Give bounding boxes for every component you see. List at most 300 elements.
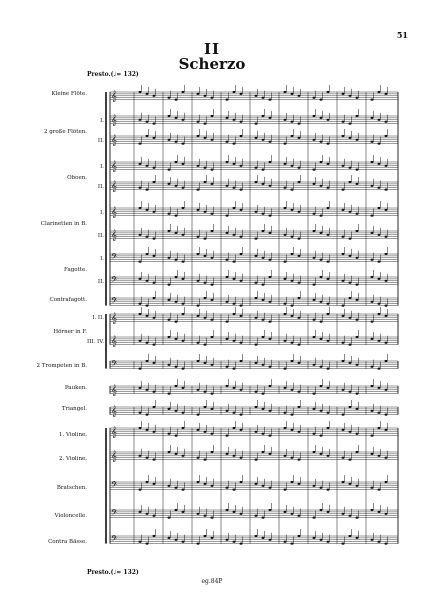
note-head (139, 541, 142, 543)
note-head (320, 301, 323, 303)
note-head (255, 123, 258, 125)
note-head (175, 185, 178, 187)
note-head (320, 99, 323, 101)
note-head (204, 535, 207, 537)
note-head (291, 165, 294, 167)
note-head (349, 535, 352, 537)
note-head (262, 319, 265, 321)
note-head (168, 364, 171, 366)
note-head (291, 315, 294, 317)
note-head (139, 234, 142, 236)
note-head (197, 93, 200, 95)
note-head (313, 408, 316, 410)
note-head (211, 537, 214, 539)
note-head (371, 509, 374, 511)
note-head (262, 299, 265, 301)
note-head (327, 489, 330, 491)
note-head (378, 313, 381, 315)
note-head (153, 535, 156, 537)
note-head (385, 457, 388, 459)
note-head (356, 139, 359, 141)
note-head (146, 236, 149, 238)
note-head (349, 391, 352, 393)
note-head (153, 123, 156, 125)
note-head (349, 515, 352, 517)
note-head (298, 459, 301, 461)
note-head (146, 209, 149, 211)
note-head (342, 360, 345, 362)
note-head (146, 93, 149, 95)
note-head (168, 433, 171, 435)
note-head (233, 427, 236, 429)
note-head (320, 509, 323, 511)
note-head (226, 539, 229, 541)
note-head (262, 97, 265, 99)
note-head (211, 336, 214, 338)
note-head (284, 489, 287, 491)
note-head (385, 315, 388, 317)
note-head (320, 435, 323, 437)
note-head (298, 181, 301, 183)
note-head (146, 189, 149, 191)
note-head (197, 457, 200, 459)
note-head (175, 410, 178, 412)
note-head (233, 340, 236, 342)
note-head (139, 207, 142, 209)
clef-icon: 𝄢 (111, 535, 118, 547)
part-number: II. (97, 138, 104, 144)
note-head (233, 207, 236, 209)
part-number: I. (100, 210, 104, 216)
note-head (298, 515, 301, 517)
note-head (168, 139, 171, 141)
note-head (284, 143, 287, 145)
note-head (175, 301, 178, 303)
note-head (168, 284, 171, 286)
note-head (269, 435, 272, 437)
note-head (269, 487, 272, 489)
note-head (342, 481, 345, 483)
note-head (356, 115, 359, 117)
note-head (226, 232, 229, 234)
note-head (320, 321, 323, 323)
note-head (197, 429, 200, 431)
note-head (378, 387, 381, 389)
note-head (146, 414, 149, 416)
movement-number: II (203, 40, 221, 58)
note-head (262, 115, 265, 117)
note-head (284, 368, 287, 370)
note-head (182, 541, 185, 543)
note-head (284, 119, 287, 121)
note-head (291, 481, 294, 483)
note-head (153, 317, 156, 319)
note-head (240, 209, 243, 211)
note-head (175, 453, 178, 455)
note-head (255, 211, 258, 213)
note-head (153, 297, 156, 299)
note-head (262, 139, 265, 141)
note-head (371, 366, 374, 368)
note-head (175, 366, 178, 368)
staff (110, 297, 398, 309)
note-head (349, 459, 352, 461)
note-head (320, 276, 323, 278)
note-head (385, 280, 388, 282)
note-head (240, 253, 243, 255)
note-head (153, 137, 156, 139)
note-head (139, 455, 142, 457)
note-head (197, 165, 200, 167)
note-head (342, 253, 345, 255)
note-head (197, 121, 200, 123)
note-head (153, 238, 156, 240)
note-head (182, 91, 185, 93)
clef-icon: 𝄞 (111, 181, 117, 193)
note-head (349, 344, 352, 346)
note-head (153, 167, 156, 169)
note-head (211, 115, 214, 117)
note-head (233, 368, 236, 370)
note-head (197, 543, 200, 545)
note-head (168, 230, 171, 232)
note-head (356, 517, 359, 519)
label-trompeten: 2 Trompeten in B. (36, 363, 87, 369)
note-head (240, 414, 243, 416)
note-head (233, 234, 236, 236)
note-head (226, 338, 229, 340)
note-head (204, 391, 207, 393)
note-head (327, 143, 330, 145)
note-head (182, 234, 185, 236)
note-head (153, 431, 156, 433)
note-head (168, 183, 171, 185)
note-head (226, 385, 229, 387)
note-head (385, 543, 388, 545)
note-head (371, 487, 374, 489)
note-head (211, 257, 214, 259)
note-head (298, 211, 301, 213)
note-head (349, 211, 352, 213)
note-head (197, 315, 200, 317)
note-head (385, 93, 388, 95)
note-head (182, 163, 185, 165)
note-head (226, 215, 229, 217)
note-head (262, 408, 265, 410)
note-head (284, 234, 287, 236)
note-head (153, 459, 156, 461)
note-head (313, 139, 316, 141)
note-head (327, 541, 330, 543)
note-head (342, 414, 345, 416)
note-head (291, 93, 294, 95)
note-head (269, 301, 272, 303)
note-head (313, 319, 316, 321)
note-head (182, 261, 185, 263)
clef-icon: 𝄞 (111, 427, 117, 439)
note-head (255, 344, 258, 346)
note-head (291, 543, 294, 545)
note-head (378, 143, 381, 145)
note-head (204, 123, 207, 125)
note-head (226, 161, 229, 163)
note-head (168, 169, 171, 171)
note-head (240, 481, 243, 483)
note-head (371, 232, 374, 234)
note-head (356, 537, 359, 539)
note-head (211, 139, 214, 141)
label-fagotte: Fagotte. (64, 267, 87, 273)
note-head (182, 427, 185, 429)
note-head (204, 406, 207, 408)
note-head (139, 340, 142, 342)
note-head (262, 537, 265, 539)
note-head (168, 537, 171, 539)
note-head (146, 389, 149, 391)
note-head (211, 230, 214, 232)
note-head (385, 481, 388, 483)
staff (110, 336, 398, 348)
note-head (139, 427, 142, 429)
note-head (269, 539, 272, 541)
note-head (153, 391, 156, 393)
note-head (182, 187, 185, 189)
note-head (139, 261, 142, 263)
clef-icon: 𝄞 (111, 91, 117, 103)
note-head (175, 99, 178, 101)
note-head (284, 278, 287, 280)
note-head (175, 509, 178, 511)
note-head (327, 368, 330, 370)
note-head (320, 410, 323, 412)
note-head (378, 187, 381, 189)
note-head (255, 362, 258, 364)
note-head (175, 117, 178, 119)
note-head (313, 97, 316, 99)
note-head (262, 183, 265, 185)
note-head (204, 431, 207, 433)
note-head (146, 165, 149, 167)
note-head (175, 338, 178, 340)
note-head (284, 303, 287, 305)
note-head (356, 213, 359, 215)
note-head (240, 360, 243, 362)
note-head (291, 280, 294, 282)
note-head (291, 360, 294, 362)
note-head (284, 427, 287, 429)
note-head (226, 141, 229, 143)
note-head (320, 453, 323, 455)
note-head (204, 211, 207, 213)
note-head (153, 362, 156, 364)
note-head (269, 385, 272, 387)
note-head (313, 393, 316, 395)
note-head (211, 517, 214, 519)
note-head (204, 181, 207, 183)
label-grosse-floeten: 2 große Flöten. (43, 129, 87, 135)
note-head (298, 255, 301, 257)
note-head (197, 135, 200, 137)
note-head (349, 255, 352, 257)
label-clarinetten: Clarinetten in B. (40, 221, 87, 227)
staff (110, 230, 398, 242)
note-head (262, 213, 265, 215)
note-head (182, 368, 185, 370)
note-head (313, 230, 316, 232)
note-head (385, 135, 388, 137)
note-head (371, 338, 374, 340)
note-head (211, 284, 214, 286)
note-head (291, 342, 294, 344)
note-head (197, 481, 200, 483)
note-head (153, 181, 156, 183)
note-head (313, 517, 316, 519)
note-head (291, 135, 294, 137)
note-head (371, 301, 374, 303)
note-head (240, 121, 243, 123)
note-head (349, 137, 352, 139)
note-head (378, 207, 381, 209)
note-head (298, 167, 301, 169)
note-head (175, 487, 178, 489)
note-head (211, 364, 214, 366)
clef-icon: 𝄞 (111, 385, 117, 397)
note-head (327, 412, 330, 414)
clef-icon: 𝄞 (111, 230, 117, 242)
note-head (233, 278, 236, 280)
note-head (233, 489, 236, 491)
note-head (226, 366, 229, 368)
note-head (385, 236, 388, 238)
label-violine-2: 2. Violine. (58, 456, 87, 462)
note-head (168, 299, 171, 301)
note-head (327, 91, 330, 93)
note-head (204, 95, 207, 97)
note-head (233, 303, 236, 305)
note-head (255, 95, 258, 97)
staff (110, 181, 398, 193)
note-head (182, 412, 185, 414)
note-head (269, 161, 272, 163)
note-head (320, 539, 323, 541)
note-head (146, 457, 149, 459)
part-number: III. IV. (87, 339, 104, 345)
note-head (255, 255, 258, 257)
note-head (327, 234, 330, 236)
note-head (269, 509, 272, 511)
note-head (298, 317, 301, 319)
label-triangel: Triangel. (61, 406, 87, 412)
note-head (371, 117, 374, 119)
note-head (356, 183, 359, 185)
note-head (255, 406, 258, 408)
note-head (371, 453, 374, 455)
note-head (349, 406, 352, 408)
note-head (139, 313, 142, 315)
note-head (378, 303, 381, 305)
note-head (356, 364, 359, 366)
note-head (168, 97, 171, 99)
note-head (168, 517, 171, 519)
note-head (284, 313, 287, 315)
note-head (226, 435, 229, 437)
note-head (269, 185, 272, 187)
footer-code: eg.84P (201, 578, 223, 585)
part-number: I. (100, 118, 104, 124)
note-head (211, 299, 214, 301)
note-head (182, 489, 185, 491)
note-head (204, 282, 207, 284)
note-head (226, 185, 229, 187)
note-head (269, 410, 272, 412)
note-head (226, 259, 229, 261)
clef-icon: 𝄢 (111, 509, 118, 521)
note-head (327, 455, 330, 457)
note-head (342, 342, 345, 344)
note-head (226, 509, 229, 511)
note-head (240, 165, 243, 167)
note-head (255, 167, 258, 169)
note-head (327, 313, 330, 315)
note-head (356, 257, 359, 259)
note-head (204, 297, 207, 299)
note-head (371, 539, 374, 541)
note-head (240, 389, 243, 391)
clef-icon: 𝄞 (111, 115, 117, 127)
label-pauken: Pauken. (64, 385, 87, 391)
note-head (197, 305, 200, 307)
note-head (320, 366, 323, 368)
note-head (255, 282, 258, 284)
note-head (284, 163, 287, 165)
note-head (262, 433, 265, 435)
note-head (320, 338, 323, 340)
note-head (255, 317, 258, 319)
note-head (233, 143, 236, 145)
staff (110, 406, 398, 418)
note-head (371, 385, 374, 387)
note-head (320, 232, 323, 234)
note-head (298, 282, 301, 284)
note-head (385, 121, 388, 123)
note-head (146, 121, 149, 123)
note-head (313, 115, 316, 117)
note-head (175, 435, 178, 437)
note-head (168, 408, 171, 410)
note-head (262, 364, 265, 366)
note-head (291, 189, 294, 191)
note-head (378, 489, 381, 491)
note-head (385, 305, 388, 307)
note-head (139, 303, 142, 305)
note-head (262, 485, 265, 487)
note-head (153, 406, 156, 408)
note-head (139, 489, 142, 491)
note-head (378, 427, 381, 429)
note-head (327, 340, 330, 342)
note-head (240, 429, 243, 431)
note-head (291, 457, 294, 459)
note-head (349, 95, 352, 97)
note-head (255, 238, 258, 240)
note-head (378, 119, 381, 121)
note-head (313, 299, 316, 301)
note-head (313, 537, 316, 539)
note-head (313, 364, 316, 366)
note-head (371, 435, 374, 437)
part-number: I. (100, 256, 104, 262)
note-head (313, 169, 316, 171)
